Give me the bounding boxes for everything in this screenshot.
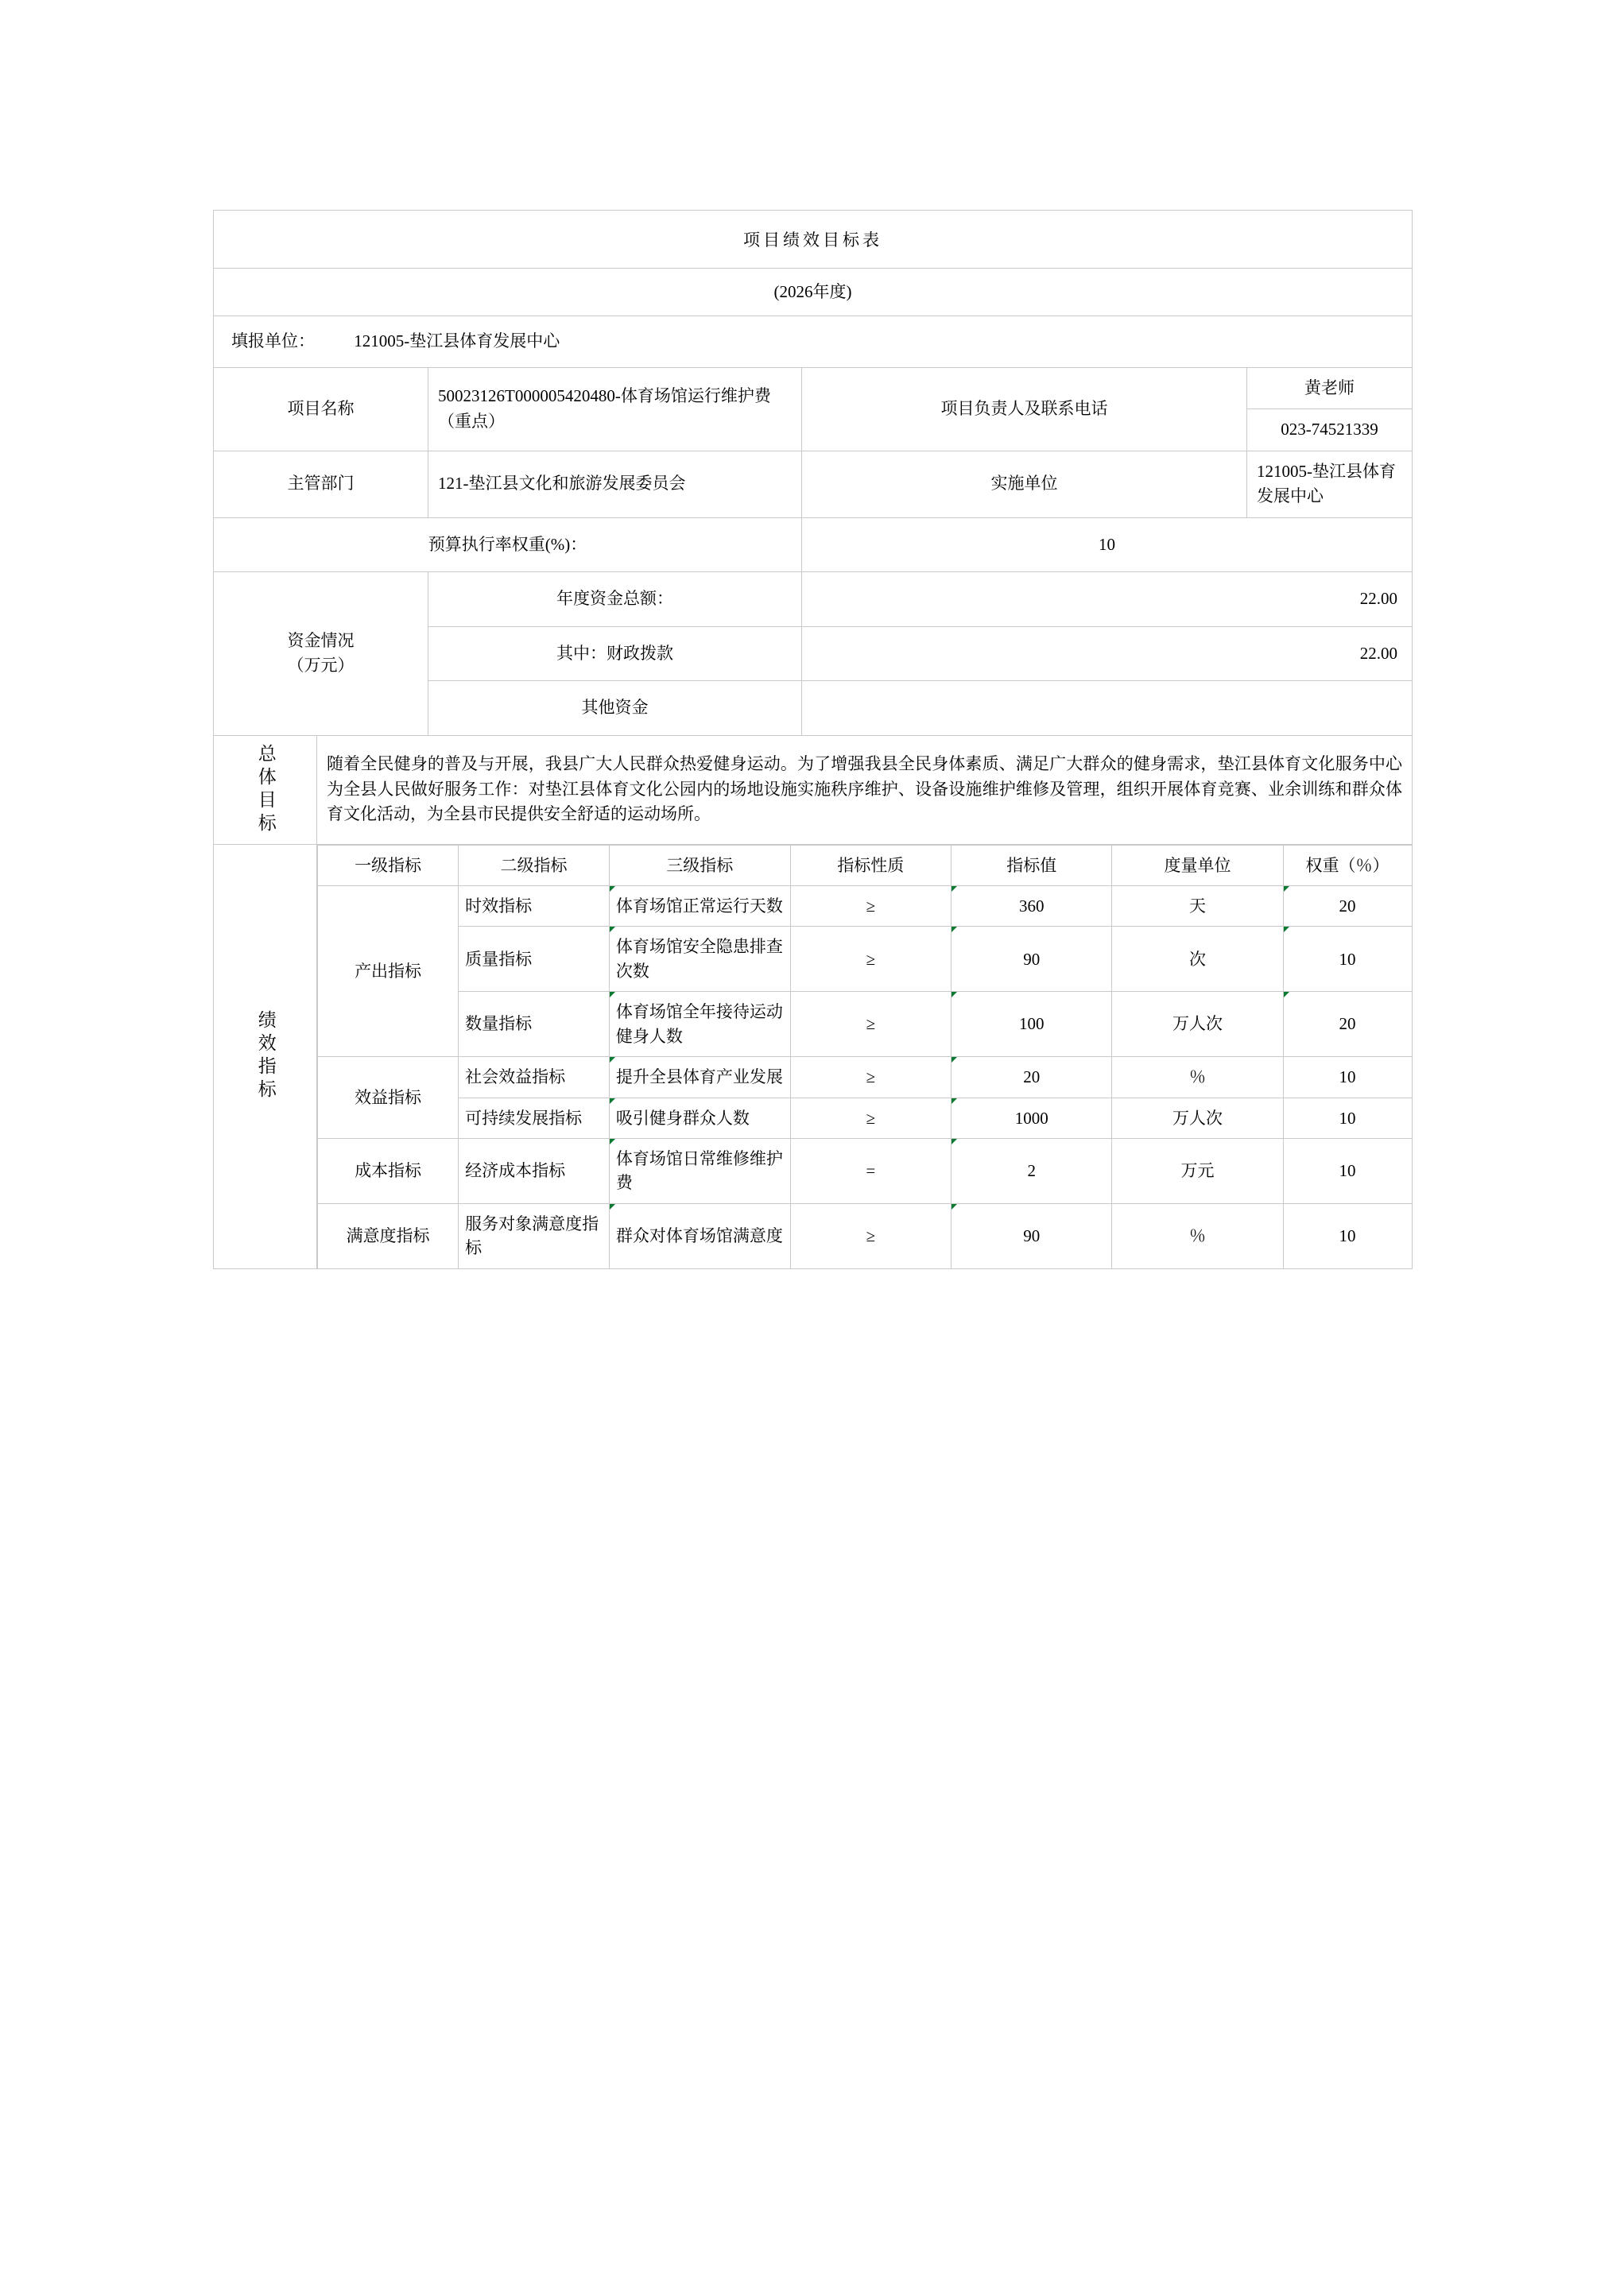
kpi-nature: ≥ [790, 992, 951, 1057]
kpi-value: 90 [952, 927, 1112, 992]
dept-value: 121-垫江县文化和旅游发展委员会 [428, 451, 802, 517]
main-table [213, 210, 1413, 1269]
budget-rate-label: 预算执行率权重(%)： [214, 517, 802, 572]
overall-goal-label [214, 735, 317, 844]
kpi-nature: = [790, 1139, 951, 1204]
kpi-weight: 20 [1283, 885, 1412, 926]
kpi-row-item [318, 927, 1413, 992]
kpi-header-cell: 权重（％） [1283, 845, 1412, 885]
kpi-row-item [318, 992, 1413, 1057]
filler-value: 121005-垫江县体育发展中心 [354, 331, 560, 350]
kpi-level1: 产出指标 [318, 885, 459, 1056]
project-name-label: 项目名称 [214, 367, 428, 451]
project-name-value: 50023126T000005420480-体育场馆运行维护费（重点） [428, 367, 802, 451]
kpi-value: 1000 [952, 1098, 1112, 1138]
performance-goal-sheet [213, 210, 1412, 1269]
title-row [214, 211, 1413, 269]
overall-goal-label-text: 总体目标 [255, 743, 276, 836]
budget-rate-row [214, 517, 1413, 572]
dept-label: 主管部门 [214, 451, 428, 517]
kpi-level3: 体育场馆日常维修维护费 [609, 1139, 790, 1204]
kpi-unit: ％ [1112, 1057, 1283, 1098]
kpi-weight: 10 [1283, 1057, 1412, 1098]
kpi-nature: ≥ [790, 1098, 951, 1138]
kpi-nature: ≥ [790, 1057, 951, 1098]
project-name-row-1 [214, 367, 1413, 409]
kpi-weight: 10 [1283, 1139, 1412, 1204]
kpi-row-item [318, 885, 1413, 926]
kpi-table [317, 845, 1413, 1269]
kpi-value: 2 [952, 1139, 1112, 1204]
kpi-nature: ≥ [790, 1203, 951, 1268]
kpi-level1: 满意度指标 [318, 1203, 459, 1268]
kpi-table-holder [317, 844, 1413, 1269]
kpi-level2: 数量指标 [459, 992, 610, 1057]
kpi-value: 90 [952, 1203, 1112, 1268]
funds-row-value [802, 681, 1413, 736]
filler-cell [214, 316, 1413, 368]
kpi-level2: 质量指标 [459, 927, 610, 992]
kpi-value: 360 [952, 885, 1112, 926]
filler-label: 填报单位： [231, 331, 315, 350]
kpi-level3: 体育场馆正常运行天数 [609, 885, 790, 926]
kpi-nature: ≥ [790, 927, 951, 992]
kpi-level2: 可持续发展指标 [459, 1098, 610, 1138]
kpi-header-cell: 三级指标 [609, 845, 790, 885]
kpi-row-item [318, 1139, 1413, 1204]
kpi-level1: 效益指标 [318, 1057, 459, 1139]
kpi-header-cell: 指标性质 [790, 845, 951, 885]
kpi-level3: 体育场馆全年接待运动健身人数 [609, 992, 790, 1057]
kpi-row [214, 844, 1413, 1269]
dept-row [214, 451, 1413, 517]
kpi-unit: 万人次 [1112, 1098, 1283, 1138]
subtitle-row [214, 268, 1413, 316]
kpi-value: 20 [952, 1057, 1112, 1098]
kpi-body [318, 885, 1413, 1268]
kpi-level3: 吸引健身群众人数 [609, 1098, 790, 1138]
kpi-header-cell: 二级指标 [459, 845, 610, 885]
kpi-value: 100 [952, 992, 1112, 1057]
kpi-header-row [318, 845, 1413, 885]
kpi-side-label-text: 绩效指标 [255, 1010, 276, 1103]
kpi-level3: 提升全县体育产业发展 [609, 1057, 790, 1098]
funds-label-line1: 资金情况 [287, 630, 355, 650]
funds-row-value: 22.00 [802, 572, 1413, 627]
manager-phone: 023-74521339 [1247, 409, 1413, 451]
filler-row [214, 316, 1413, 368]
kpi-nature: ≥ [790, 885, 951, 926]
kpi-level2: 经济成本指标 [459, 1139, 610, 1204]
kpi-header-cell: 度量单位 [1112, 845, 1283, 885]
overall-goal-row [214, 735, 1413, 844]
kpi-unit: 天 [1112, 885, 1283, 926]
kpi-weight: 10 [1283, 1098, 1412, 1138]
manager-label: 项目负责人及联系电话 [802, 367, 1247, 451]
kpi-level3: 体育场馆安全隐患排查次数 [609, 927, 790, 992]
kpi-header-cell: 指标值 [952, 845, 1112, 885]
funds-row-1 [214, 572, 1413, 627]
kpi-side-label [214, 844, 317, 1269]
kpi-level2: 时效指标 [459, 885, 610, 926]
impl-unit-value: 121005-垫江县体育发展中心 [1247, 451, 1413, 517]
kpi-level3: 群众对体育场馆满意度 [609, 1203, 790, 1268]
overall-goal-text: 随着全民健身的普及与开展，我县广大人民群众热爱健身运动。为了增强我县全民身体素质、满足广大群众的健身需求，垫江县体育文化服务中心为全县人民做好服务工作：对垫江县体育文化公园内的场地设施实施秩序维护、设备设施维护维修及管理，组织开展体育竞赛、业余训练和群众体育文化活动，为全县市民提供安全舒适的运动场所。 [317, 735, 1413, 844]
page-title: 项目绩效目标表 [214, 211, 1413, 269]
funds-label-line2: （万元） [287, 656, 355, 676]
kpi-level1: 成本指标 [318, 1139, 459, 1204]
kpi-level2: 服务对象满意度指标 [459, 1203, 610, 1268]
kpi-unit: 万元 [1112, 1139, 1283, 1204]
manager-name: 黄老师 [1247, 367, 1413, 409]
kpi-unit: 次 [1112, 927, 1283, 992]
kpi-level2: 社会效益指标 [459, 1057, 610, 1098]
kpi-weight: 10 [1283, 927, 1412, 992]
impl-unit-label: 实施单位 [802, 451, 1247, 517]
funds-row-name: 年度资金总额： [428, 572, 802, 627]
kpi-unit: ％ [1112, 1203, 1283, 1268]
kpi-row-item [318, 1098, 1413, 1138]
kpi-weight: 10 [1283, 1203, 1412, 1268]
kpi-unit: 万人次 [1112, 992, 1283, 1057]
kpi-row-item [318, 1203, 1413, 1268]
kpi-header-cell: 一级指标 [318, 845, 459, 885]
funds-row-value: 22.00 [802, 626, 1413, 681]
page-subtitle: (2026年度) [214, 268, 1413, 316]
kpi-weight: 20 [1283, 992, 1412, 1057]
kpi-row-item [318, 1057, 1413, 1098]
funds-row-name: 其中：财政拨款 [428, 626, 802, 681]
budget-rate-value: 10 [802, 517, 1413, 572]
funds-label [214, 572, 428, 736]
funds-row-name: 其他资金 [428, 681, 802, 736]
